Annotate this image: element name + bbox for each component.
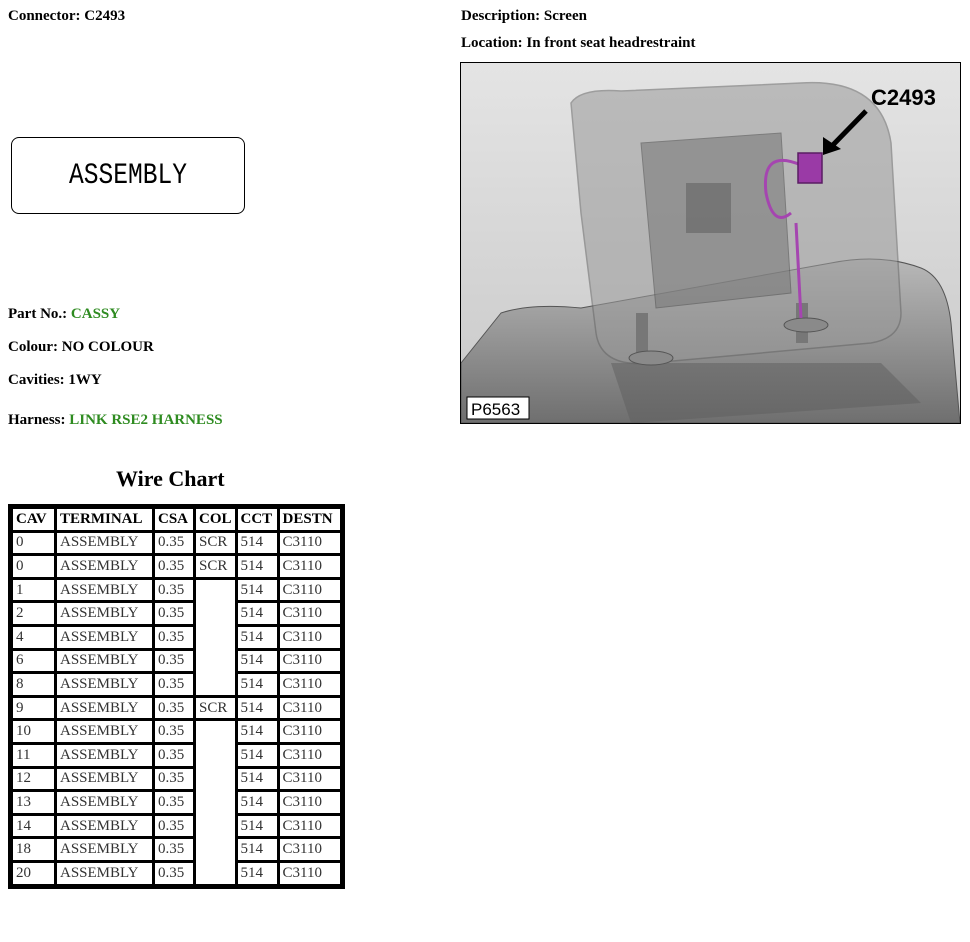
- part-no-link[interactable]: CASSY: [70, 306, 121, 322]
- cell-destn: C3110: [280, 745, 340, 766]
- cell-cct: 514: [238, 698, 277, 719]
- colour-label: Colour:: [8, 339, 58, 355]
- part-no-label: Part No.:: [8, 306, 68, 322]
- cell-cct: 514: [238, 627, 277, 648]
- wire-chart-body: [13, 533, 340, 884]
- cell-terminal: ASSEMBLY: [57, 745, 152, 766]
- harness-label: Harness:: [8, 412, 66, 428]
- cell-destn: C3110: [280, 839, 340, 860]
- header-cav: CAV: [13, 509, 54, 530]
- cell-cav: 14: [13, 816, 54, 837]
- cell-col: [196, 721, 235, 883]
- cell-destn: C3110: [280, 627, 340, 648]
- cell-csa: 0.35: [155, 769, 193, 790]
- cell-cav: 13: [13, 792, 54, 813]
- table-row: [13, 533, 340, 554]
- cell-csa: 0.35: [155, 533, 193, 554]
- connector-value: C2493: [84, 8, 126, 24]
- cell-destn: C3110: [280, 863, 340, 884]
- location-value: In front seat headrestraint: [526, 35, 696, 51]
- cell-destn: C3110: [280, 816, 340, 837]
- cell-cav: 4: [13, 627, 54, 648]
- cell-cct: 514: [238, 863, 277, 884]
- cell-destn: C3110: [280, 580, 340, 601]
- cell-destn: C3110: [280, 674, 340, 695]
- cell-cav: 0: [13, 533, 54, 554]
- colour-value: NO COLOUR: [61, 339, 154, 355]
- cell-csa: 0.35: [155, 745, 193, 766]
- assembly-box: [11, 137, 245, 214]
- header-destn: DESTN: [280, 509, 340, 530]
- cell-terminal: ASSEMBLY: [57, 533, 152, 554]
- cell-cav: 10: [13, 721, 54, 742]
- cell-csa: 0.35: [155, 816, 193, 837]
- cell-cct: 514: [238, 533, 277, 554]
- cell-cct: 514: [238, 721, 277, 742]
- description-label: Description:: [461, 8, 541, 24]
- cell-terminal: ASSEMBLY: [57, 769, 152, 790]
- cell-csa: 0.35: [155, 627, 193, 648]
- part-no-line: [8, 306, 120, 323]
- table-row: [13, 792, 340, 813]
- cell-col: SCR: [196, 698, 235, 719]
- cell-csa: 0.35: [155, 839, 193, 860]
- cell-cct: 514: [238, 674, 277, 695]
- cell-destn: C3110: [280, 603, 340, 624]
- cell-terminal: ASSEMBLY: [57, 816, 152, 837]
- description-value: Screen: [543, 8, 587, 24]
- cell-csa: 0.35: [155, 721, 193, 742]
- cell-csa: 0.35: [155, 580, 193, 601]
- cell-csa: 0.35: [155, 863, 193, 884]
- cell-destn: C3110: [280, 721, 340, 742]
- cell-terminal: ASSEMBLY: [57, 556, 152, 577]
- cavities-label: Cavities:: [8, 372, 65, 388]
- cell-terminal: ASSEMBLY: [57, 651, 152, 672]
- wire-chart-title: Wire Chart: [116, 466, 225, 491]
- cell-cct: 514: [238, 792, 277, 813]
- table-row: [13, 556, 340, 577]
- cell-col: SCR: [196, 533, 235, 554]
- location-image: [460, 62, 961, 424]
- header-col: COL: [196, 509, 235, 530]
- cell-cct: 514: [238, 603, 277, 624]
- cell-destn: C3110: [280, 698, 340, 719]
- cell-cct: 514: [238, 839, 277, 860]
- assembly-text: ASSEMBLY: [68, 158, 188, 193]
- cell-terminal: ASSEMBLY: [57, 721, 152, 742]
- header-cct: CCT: [238, 509, 277, 530]
- table-row: [13, 698, 340, 719]
- cell-terminal: ASSEMBLY: [57, 839, 152, 860]
- colour-line: [8, 339, 154, 356]
- cell-cav: 8: [13, 674, 54, 695]
- table-row: [13, 816, 340, 837]
- cell-cav: 18: [13, 839, 54, 860]
- table-row: [13, 580, 340, 601]
- cell-terminal: ASSEMBLY: [57, 792, 152, 813]
- cell-csa: 0.35: [155, 792, 193, 813]
- cell-cav: 1: [13, 580, 54, 601]
- cell-cct: 514: [238, 745, 277, 766]
- table-row: [13, 603, 340, 624]
- cell-cav: 0: [13, 556, 54, 577]
- callout-label: C2493: [871, 85, 936, 110]
- table-row: [13, 745, 340, 766]
- figure-code: P6563: [471, 400, 521, 419]
- table-row: [13, 769, 340, 790]
- cell-destn: C3110: [280, 651, 340, 672]
- cell-destn: C3110: [280, 792, 340, 813]
- cell-cav: 20: [13, 863, 54, 884]
- cell-terminal: ASSEMBLY: [57, 863, 152, 884]
- cell-cav: 2: [13, 603, 54, 624]
- header-terminal: TERMINAL: [57, 509, 152, 530]
- cell-terminal: ASSEMBLY: [57, 698, 152, 719]
- cell-destn: C3110: [280, 556, 340, 577]
- cell-cav: 6: [13, 651, 54, 672]
- cavities-value: 1WY: [68, 372, 102, 388]
- cell-col: SCR: [196, 556, 235, 577]
- cell-cav: 11: [13, 745, 54, 766]
- cell-terminal: ASSEMBLY: [57, 627, 152, 648]
- cell-destn: C3110: [280, 533, 340, 554]
- table-row: [13, 721, 340, 742]
- table-row: [13, 674, 340, 695]
- connector-label: Connector:: [8, 8, 81, 24]
- connector-line: [8, 8, 125, 25]
- cell-csa: 0.35: [155, 603, 193, 624]
- cell-col: [196, 580, 235, 695]
- header-csa: CSA: [155, 509, 193, 530]
- cell-csa: 0.35: [155, 556, 193, 577]
- cell-terminal: ASSEMBLY: [57, 674, 152, 695]
- table-row: [13, 651, 340, 672]
- table-row: [13, 839, 340, 860]
- table-row: [13, 863, 340, 884]
- location-label: Location:: [461, 35, 523, 51]
- wire-chart-table: [8, 504, 345, 889]
- location-line: [461, 35, 695, 52]
- cell-cct: 514: [238, 651, 277, 672]
- cell-cct: 514: [238, 556, 277, 577]
- cell-cav: 9: [13, 698, 54, 719]
- cell-destn: C3110: [280, 769, 340, 790]
- cell-terminal: ASSEMBLY: [57, 580, 152, 601]
- harness-link[interactable]: LINK RSE2 HARNESS: [69, 412, 223, 428]
- harness-line: [8, 412, 223, 429]
- cell-cav: 12: [13, 769, 54, 790]
- cell-terminal: ASSEMBLY: [57, 603, 152, 624]
- cell-cct: 514: [238, 580, 277, 601]
- cell-cct: 514: [238, 816, 277, 837]
- cell-csa: 0.35: [155, 651, 193, 672]
- description-line: [461, 8, 587, 25]
- table-header-row: [13, 509, 340, 530]
- table-row: [13, 627, 340, 648]
- cell-csa: 0.35: [155, 674, 193, 695]
- cell-cct: 514: [238, 769, 277, 790]
- headrest-illustration: [461, 63, 960, 423]
- cell-csa: 0.35: [155, 698, 193, 719]
- cavities-line: [8, 372, 102, 389]
